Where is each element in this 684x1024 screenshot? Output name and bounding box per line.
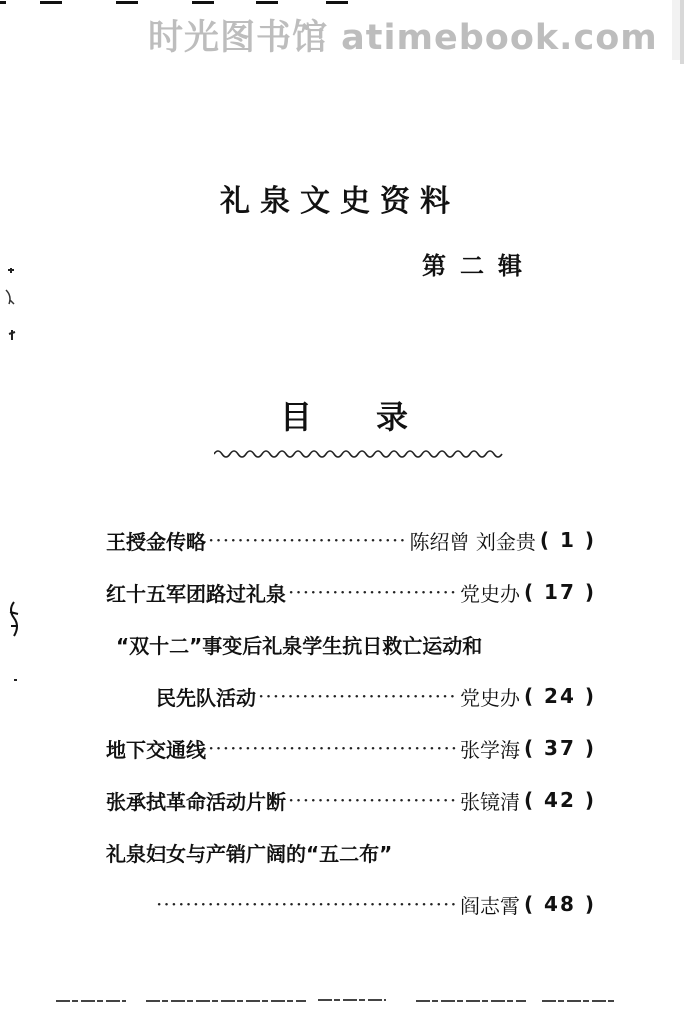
- corner-scan-mark: [660, 0, 684, 64]
- watermark: 时光图书馆 atimebook.com: [148, 18, 658, 58]
- table-of-contents: [106, 514, 596, 930]
- margin-scan-marks: [0, 260, 36, 700]
- bottom-scan-rule: [56, 998, 616, 1004]
- toc-entry-author: 阎志霄: [459, 893, 520, 918]
- toc-entry-title: 地下交通线: [106, 737, 206, 762]
- toc-entry[interactable]: [106, 514, 596, 566]
- toc-entry-page: ( 37 ): [523, 736, 596, 760]
- toc-entry-author: 陈绍曾 刘金贵: [409, 529, 536, 554]
- toc-entry-continuation[interactable]: [106, 670, 596, 722]
- volume-label: 第二辑: [422, 252, 536, 280]
- book-title: 礼泉文史资料: [220, 184, 460, 219]
- toc-entry[interactable]: [106, 826, 596, 878]
- toc-entry-author: 张学海: [459, 737, 520, 762]
- top-dash-marks: [0, 0, 360, 8]
- toc-entry-page: ( 42 ): [523, 788, 596, 812]
- toc-entry-page: ( 1 ): [539, 528, 596, 552]
- dot-leader: [208, 528, 408, 552]
- dot-leader: [258, 684, 458, 708]
- ornamental-rule: [214, 446, 508, 460]
- toc-entry-author: 党史办: [459, 581, 520, 606]
- dot-leader: [288, 580, 458, 604]
- dot-leader: [156, 892, 458, 916]
- dot-leader: [288, 788, 458, 812]
- toc-entry-continuation[interactable]: [106, 878, 596, 930]
- toc-entry-title: 张承拭革命活动片断: [106, 789, 286, 814]
- toc-entry[interactable]: [106, 618, 596, 670]
- toc-entry-page: ( 24 ): [523, 684, 596, 708]
- toc-entry-title: 民先队活动: [156, 685, 256, 710]
- toc-entry[interactable]: [106, 774, 596, 826]
- toc-entry-page: ( 17 ): [523, 580, 596, 604]
- toc-entry-title: 红十五军团路过礼泉: [106, 581, 286, 606]
- toc-entry-title: 王授金传略: [106, 529, 206, 554]
- toc-entry-page: ( 48 ): [523, 892, 596, 916]
- toc-entry-author: 党史办: [459, 685, 520, 710]
- toc-entry[interactable]: [106, 722, 596, 774]
- toc-entry-author: 张镜清: [459, 789, 520, 814]
- toc-entry-title: “双十二”事变后礼泉学生抗日救亡运动和: [116, 633, 483, 658]
- toc-entry[interactable]: [106, 566, 596, 618]
- toc-heading: 目录: [280, 398, 473, 436]
- toc-entry-title: 礼泉妇女与产销广阔的“五二布”: [106, 841, 393, 866]
- dot-leader: [208, 736, 458, 760]
